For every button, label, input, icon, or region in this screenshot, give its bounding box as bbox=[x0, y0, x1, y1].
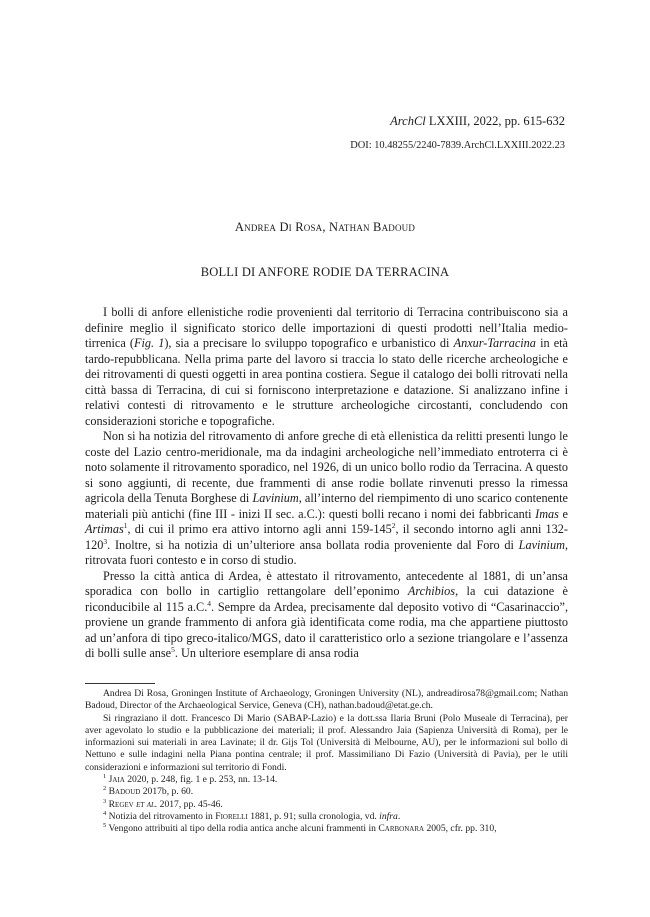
journal-volume-pages: LXXIII, 2022, pp. 615-632 bbox=[425, 114, 565, 128]
footnote-number: 1 bbox=[103, 773, 107, 781]
citation-author: Regev bbox=[108, 798, 134, 810]
footnote-1 bbox=[85, 774, 568, 786]
citation-text: 1881, p. 91; sulla cronologia, vd. bbox=[247, 810, 380, 822]
acknowledgements-note: Si ringraziano il dott. Francesco Di Mario (SABAP-Lazio) e la dott.ssa Ilaria Bruni (Polo Museale di Terracina), per aver agevolato lo studio e la pubblicazione dei materiali; il prof. Alessandro Jaia (Sapienza Università di Roma), per le informazioni sui materiali in area Lavinate; il dr. Gijs Tol (Università di Melbourne, AU), per le informazioni sul bollo di Nettuno e sulle indagini nella Piana pontina centrale; il prof. Massimiliano Di Fazio (Università di Pavia), per le utili considerazioni e informazioni sul territorio di Fondi. bbox=[85, 712, 568, 773]
text: Non si ha notizia del ritrovamento di anfore greche di età ellenistica da relitti presenti lungo le coste del Lazio centro-meridionale, ma da indagini archeologiche nell’immediato entroterra ci è noto solamente il ritrovamento sporadico, nel 1926, di un unico bollo rodio da Terracina. A questo si sono aggiunti, di recente, due frammenti di anse rodie bollate rinvenuti presso la rimessa agricola della Tenuta Borghese di bbox=[85, 429, 568, 505]
footnote-number: 2 bbox=[103, 785, 107, 793]
citation-suffix: . bbox=[397, 810, 401, 822]
italic-term: Lavinium bbox=[252, 491, 299, 505]
text: , ritrovata fuori contesto e in corso di studio. bbox=[85, 537, 568, 567]
footnote-separator bbox=[85, 683, 155, 684]
text: , all’interno del riempimento di uno scarico contenente materiali più antichi (fine III - inizi II sec. a.C.): questi bolli recano i nomi dei fabbricanti bbox=[85, 491, 568, 521]
footnote-marker[interactable]: 4 bbox=[207, 598, 212, 608]
text: , la cui datazione è riconducibile al 115 a.C. bbox=[85, 584, 568, 614]
citation-text: 2020, p. 248, fig. 1 e p. 253, nn. 13-14. bbox=[124, 774, 278, 786]
citation-author: Carbonara bbox=[378, 823, 425, 835]
footnote-marker[interactable]: 5 bbox=[171, 645, 175, 654]
footnote-5 bbox=[85, 823, 568, 835]
text: ), sia a precisare lo sviluppo topografico e urbanistico di bbox=[164, 336, 454, 350]
paragraph-3 bbox=[85, 569, 568, 662]
italic-term: Imas bbox=[535, 506, 559, 521]
text: e bbox=[558, 506, 568, 521]
citation-author: Badoud bbox=[108, 786, 141, 798]
footnote-number: 5 bbox=[103, 822, 107, 830]
footnote-number: 3 bbox=[103, 797, 107, 805]
article-body bbox=[85, 305, 568, 662]
citation-text: 2017b, p. 60. bbox=[140, 786, 194, 798]
article-title: BOLLI DI ANFORE RODIE DA TERRACINA bbox=[200, 265, 450, 279]
journal-abbrev: ArchCl bbox=[390, 114, 426, 128]
article-authors: Andrea Di Rosa, Nathan Badoud bbox=[234, 220, 416, 234]
paragraph-1 bbox=[85, 305, 568, 429]
citation-author: Jaia bbox=[108, 774, 125, 786]
author-affiliation-note: Andrea Di Rosa, Groningen Institute of Archaeology, Groningen University (NL), andreadirosa78@gmail.com; Nathan Badoud, Director of the Archaeological Service, Geneva (CH), nathan.badoud@etat.ge.ch. bbox=[85, 688, 568, 712]
italic-term: Anxur-Tarracina bbox=[453, 336, 536, 350]
text: , il secondo intorno agli anni 132-120 bbox=[85, 522, 569, 552]
citation-prefix: Notizia del ritrovamento in bbox=[108, 810, 216, 822]
citation-infra: infra bbox=[379, 810, 398, 822]
text: . Un ulteriore esemplare di ansa rodia bbox=[174, 646, 359, 660]
text: . Inoltre, si ha notizia di un’ulteriore ansa bollata rodia proveniente dal Foro di bbox=[107, 537, 519, 552]
text: I bolli di anfore ellenistiche rodie provenienti dal territorio di Terracina contribuiscono sia a definire meglio il significato storico delle importazioni di questi prodotti nell’Italia medio-tirrenica ( bbox=[85, 305, 568, 350]
citation-text: 2005, cfr. pp. 310, bbox=[424, 823, 497, 835]
footnote-marker[interactable]: 3 bbox=[103, 536, 108, 546]
citation-text: 2017, pp. 45-46. bbox=[157, 798, 223, 810]
footnote-number: 4 bbox=[103, 809, 107, 817]
paragraph-2 bbox=[85, 429, 568, 569]
citation-prefix: Vengono attribuiti al tipo della rodia antica anche alcuni frammenti in bbox=[108, 823, 379, 835]
footnote-marker[interactable]: 2 bbox=[391, 521, 396, 530]
citation-etal: et al. bbox=[136, 798, 158, 810]
footnote-marker[interactable]: 1 bbox=[123, 521, 128, 530]
citation-author: Fiorelli bbox=[215, 810, 248, 822]
footnotes bbox=[85, 688, 568, 836]
text: in età tardo-repubblicana. Nella prima parte del lavoro si traccia lo stato delle ricerche archeologiche e dei ritrovamenti di questi oggetti in area pontina costiera. Segue il catalogo dei bolli ritrovati nella città bassa di Terracina, di cui si forniscono interpretazione e datazione. Si analizzano infine i relativi contesti di ritrovamento e le strutture archeologiche circostanti, concludendo con considerazioni storiche e topografiche. bbox=[85, 336, 568, 428]
text: . Sempre da Ardea, precisamente dal deposito votivo di “Casarinaccio”, proviene un grande frammento di anfora già identificata come rodia, ma che appartiene piuttosto ad un’anfora di tipo greco-italico/MGS, dato il caratteristico orlo a sezione triangolare e l’assenza di bolli sulle anse bbox=[85, 599, 569, 660]
footnote-4 bbox=[85, 811, 568, 823]
figure-reference: Fig. 1 bbox=[134, 336, 165, 350]
doi: DOI: 10.48255/2240-7839.ArchCl.LXXIII.2022.23 bbox=[350, 140, 565, 151]
journal-citation bbox=[390, 114, 565, 129]
footnote-3 bbox=[85, 799, 568, 811]
text: Presso la città antica di Ardea, è attestato il ritrovamento, antecedente al 1881, di un’ansa sporadica con bollo in cartiglio rettangolare dell’eponimo bbox=[85, 568, 568, 598]
italic-term: Artimas bbox=[85, 522, 124, 536]
italic-term: Lavinium bbox=[518, 537, 565, 552]
italic-term: Archibios bbox=[407, 584, 456, 598]
text: , di cui il primo era attivo intorno agli anni 159-145 bbox=[127, 522, 392, 536]
footnote-2 bbox=[85, 786, 568, 798]
